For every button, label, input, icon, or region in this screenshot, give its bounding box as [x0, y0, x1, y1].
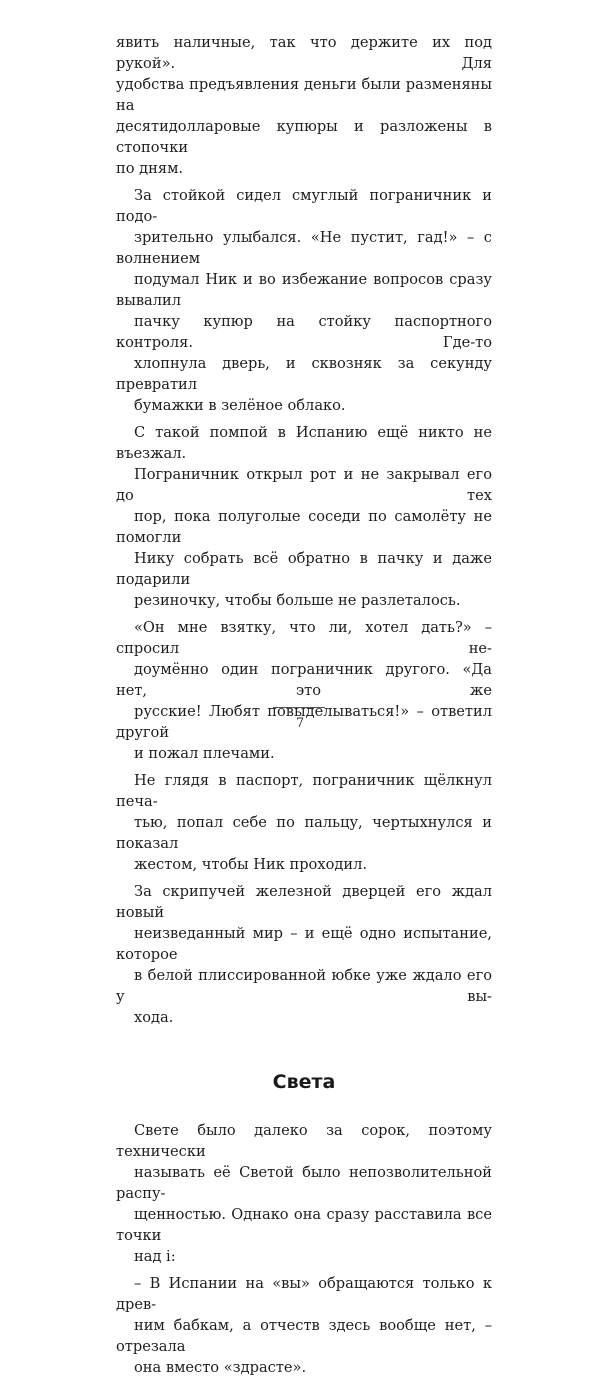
text-line: С такой помпой в Испанию ещё никто не въезжал.: [116, 424, 492, 462]
text-line: в белой плиссированной юбке уже ждало его у вы-: [116, 967, 492, 1005]
text-line: тью, попал себе по пальцу, чертыхнулся и показал: [116, 814, 492, 852]
section-title: Света: [272, 1071, 336, 1093]
text-line: и пожал плечами.: [134, 745, 275, 762]
text-line: доумённо один пограничник другого. «Да нет, это же: [116, 661, 492, 699]
paragraph: [116, 881, 492, 1028]
text-line: хода.: [134, 1009, 174, 1026]
text-line: подумал Ник и во избежание вопросов сразу вывалил: [116, 271, 492, 309]
footer-divider: [273, 707, 325, 708]
text-line: Нику собрать всё обратно в пачку и даже подарили: [116, 550, 492, 588]
page-number: 7: [295, 716, 305, 731]
text-line: пачку купюр на стойку паспортного контроля. Где-то: [116, 313, 492, 351]
paragraph: [116, 617, 492, 764]
paragraph: [116, 1273, 492, 1378]
page-body: [116, 32, 492, 1384]
text-line: Свете было далеко за сорок, поэтому технически: [116, 1122, 492, 1160]
text-line: явить наличные, так что держите их под рукой». Для: [116, 34, 492, 72]
paragraph: [116, 422, 492, 611]
paragraph: [116, 32, 492, 179]
paragraph: [116, 770, 492, 875]
text-line: Не глядя в паспорт, пограничник щёлкнул печа-: [116, 772, 492, 810]
text-line: жестом, чтобы Ник проходил.: [134, 856, 367, 873]
text-line: десятидолларовые купюры и разложены в стопочки: [116, 118, 492, 156]
paragraph: [116, 185, 492, 416]
text-line: щенностью. Однако она сразу расставила все точки: [116, 1206, 492, 1244]
text-line: неизведанный мир – и ещё одно испытание, которое: [116, 925, 492, 963]
paragraph: [116, 1120, 492, 1267]
text-line: Пограничник открыл рот и не закрывал его до тех: [116, 466, 492, 504]
text-line: За стойкой сидел смуглый пограничник и подо-: [116, 187, 492, 225]
text-line: – В Испании на «вы» обращаются только к древ-: [116, 1275, 492, 1313]
text-line: бумажки в зелёное облако.: [134, 397, 346, 414]
text-line: по дням.: [116, 160, 184, 177]
text-line: хлопнула дверь, и сквозняк за секунду превратил: [116, 355, 492, 393]
text-line: она вместо «здрасте».: [134, 1359, 307, 1376]
text-line: За скрипучей железной дверцей его ждал новый: [116, 883, 492, 921]
text-line: ним бабкам, а отчеств здесь вообще нет, – отрезала: [116, 1317, 492, 1355]
text-line: пор, пока полуголые соседи по самолёту не помогли: [116, 508, 492, 546]
text-line: русские! Любят повыделываться!» – ответил другой: [116, 703, 492, 741]
text-line: удобства предъявления деньги были разменяны на: [116, 76, 492, 114]
text-line: зрительно улыбался. «Не пустит, гад!» – с волнением: [116, 229, 492, 267]
text-line: «Он мне взятку, что ли, хотел дать?» – спросил не-: [116, 619, 492, 657]
text-line: над і:: [134, 1248, 176, 1265]
text-line: резиночку, чтобы больше не разлеталось.: [134, 592, 461, 609]
text-line: называть её Светой было непозволительной распу-: [116, 1164, 492, 1202]
